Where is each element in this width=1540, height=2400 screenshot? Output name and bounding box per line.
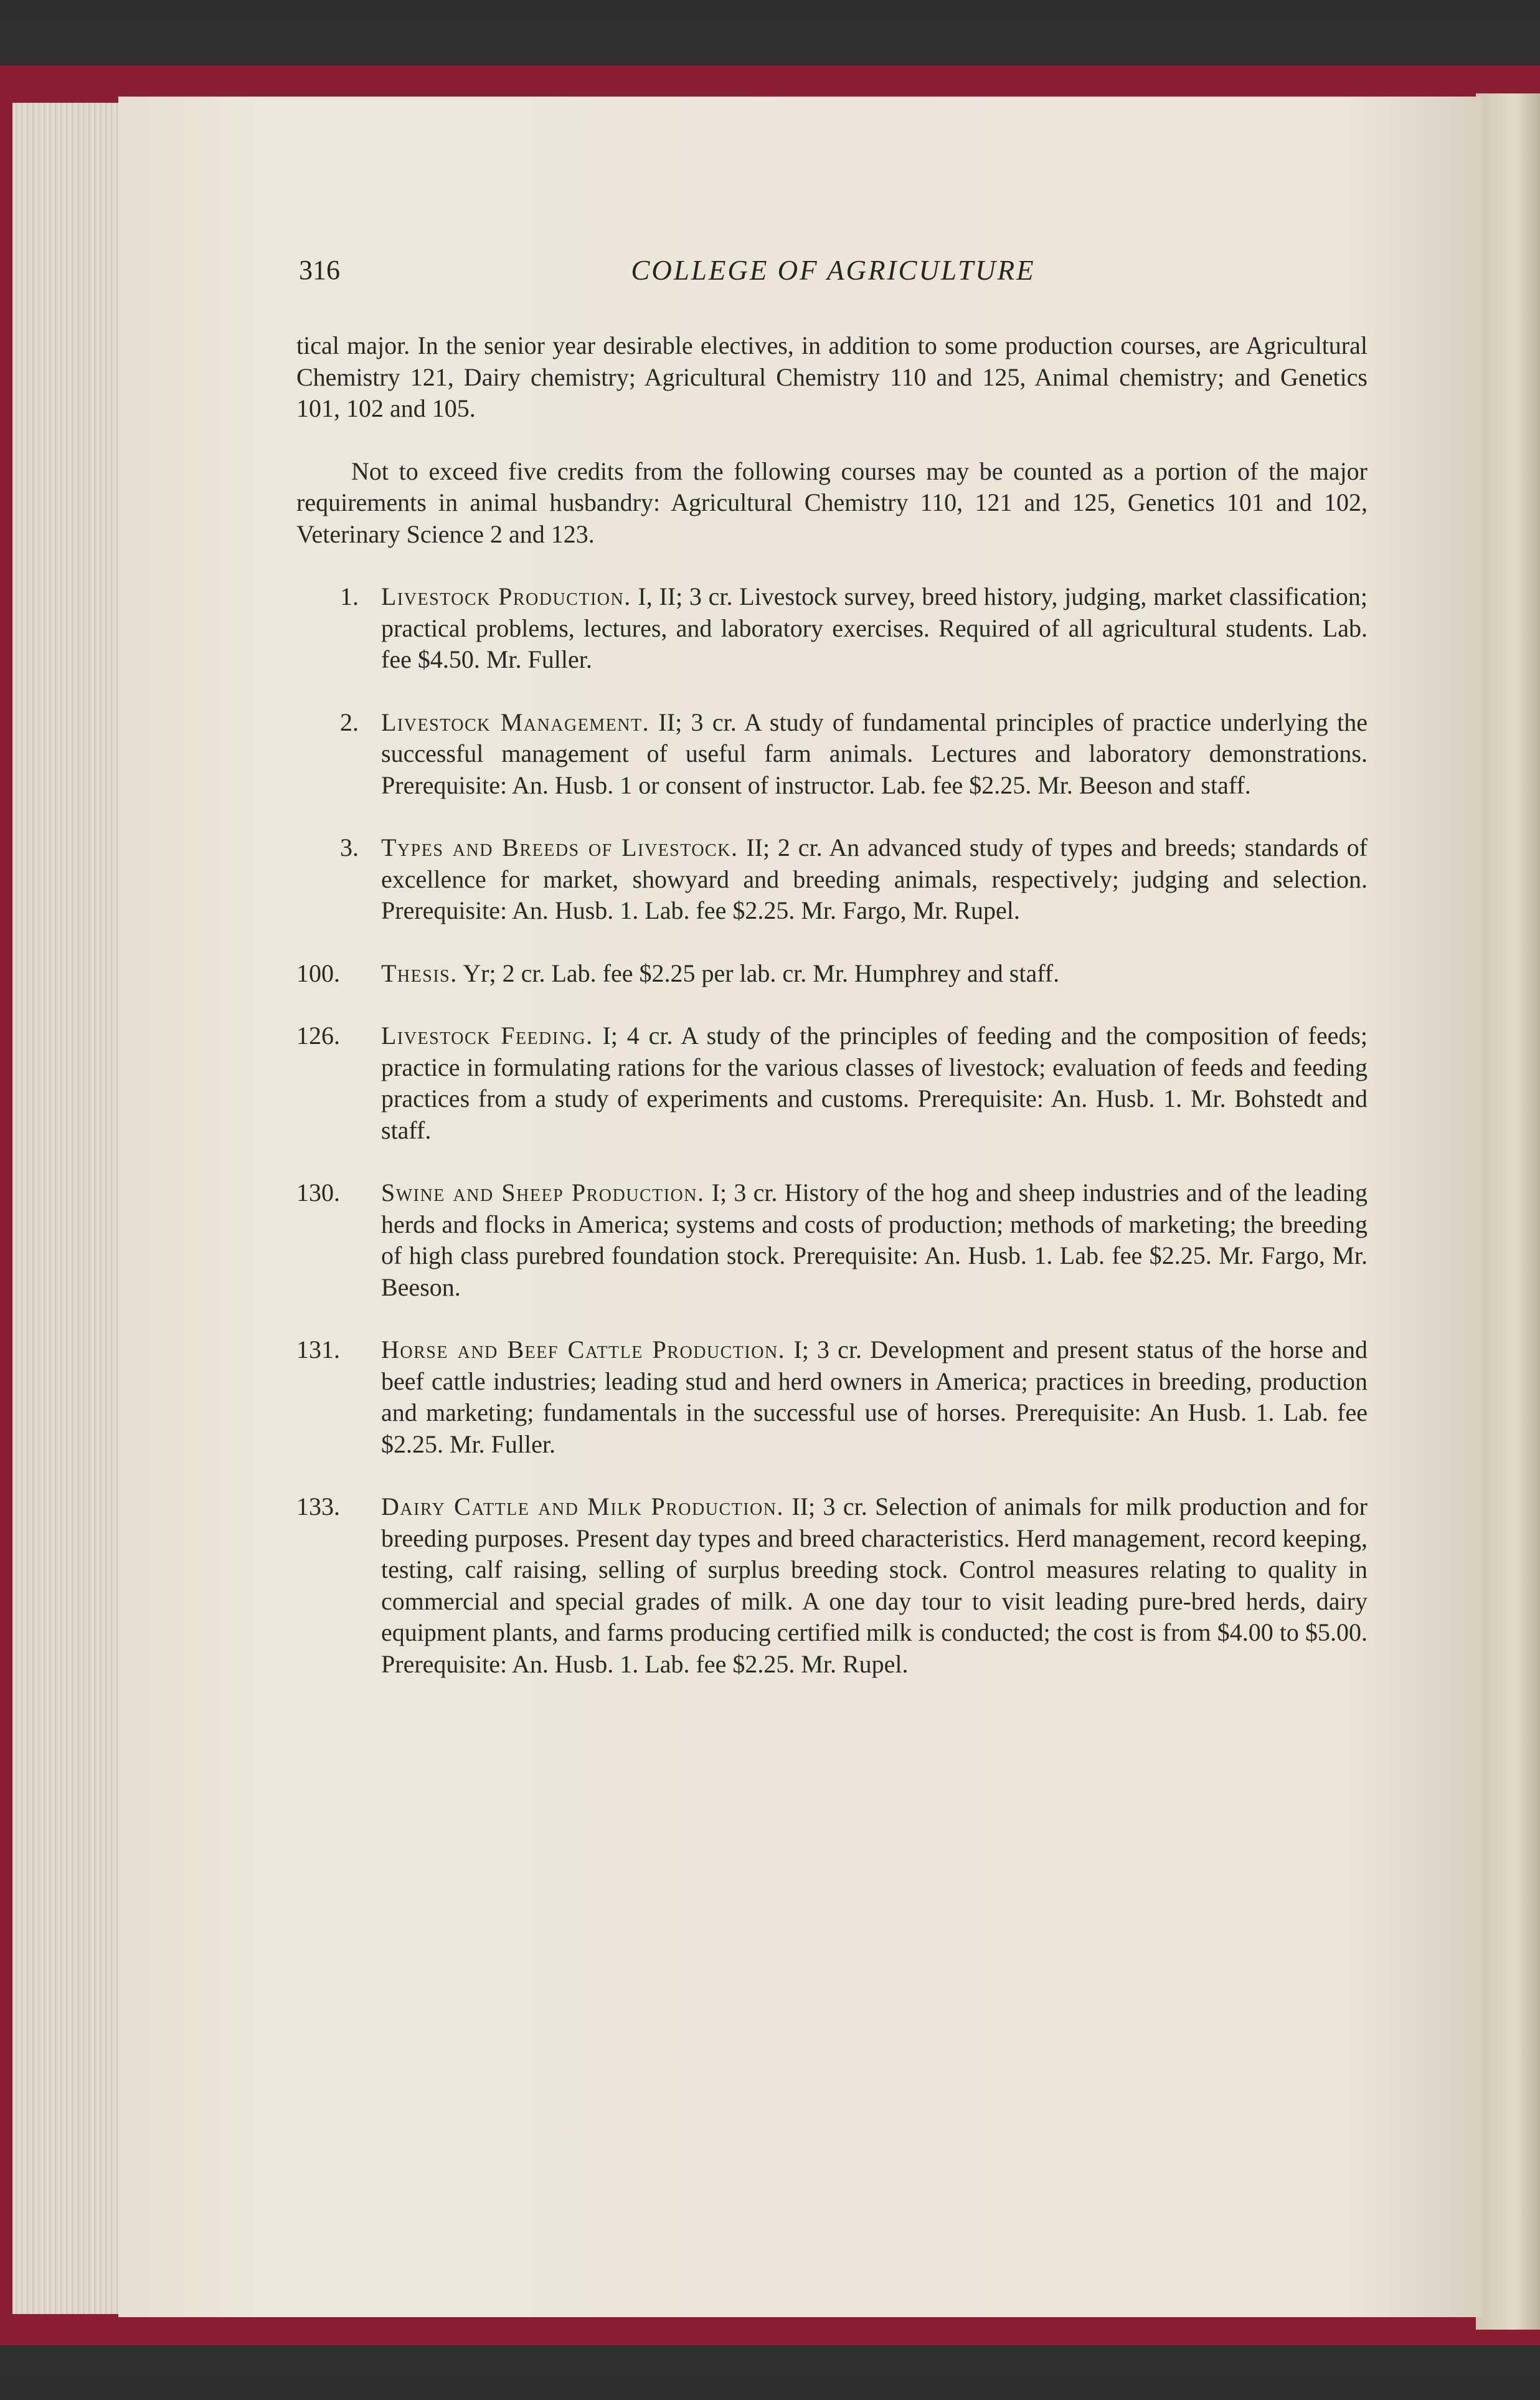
course-entry xyxy=(296,581,1368,676)
course-number: 100. xyxy=(296,959,340,987)
course-description: II; 3 cr. Selection of animals for milk production and for breeding purposes. Present day types and breed characteristics. Herd management, record keeping, testing, calf raising, selling of surplus breeding stock. Control measures relating to quality in commercial and special grades of milk. A one day tour to visit leading pure-bred herds, dairy equipment plants, and farms producing certified milk is conducted; the cost is from $4.00 to $5.00. Prerequisite: An. Husb. 1. Lab. fee $2.25. Mr. Rupel. xyxy=(381,1492,1368,1678)
course-title: Thesis. xyxy=(381,959,458,987)
course-number: 3. xyxy=(340,833,359,861)
course-number: 1. xyxy=(340,582,359,610)
page-edges xyxy=(12,103,125,2314)
course-number: 2. xyxy=(340,708,359,736)
course-entry xyxy=(296,1491,1368,1680)
course-description: II; 2 cr. An advanced study of types and breeds; standards of excellence for market, showyard and breeding animals, respectively; judging and selection. Prerequisite: An. Husb. 1. Lab. fee $2.25. Mr. Fargo, Mr. Rupel. xyxy=(381,833,1368,924)
course-title: Types and Breeds of Livestock. xyxy=(381,833,739,861)
course-number: 133. xyxy=(296,1492,340,1520)
course-description: I, II; 3 cr. Livestock survey, breed history, judging, market classification; practical problems, lectures, and laboratory exercises. Required of all agricultural students. Lab. fee $4.50. Mr. Fuller. xyxy=(381,582,1368,673)
course-title: Swine and Sheep Production. xyxy=(381,1179,705,1207)
course-number: 130. xyxy=(296,1179,340,1207)
course-description: I; 3 cr. History of the hog and sheep industries and of the leading herds and flocks in America; systems and costs of production; methods of marketing; the breeding of high class purebred foundation stock. Prerequisite: An. Husb. 1. Lab. fee $2.25. Mr. Fargo, Mr. Beeson. xyxy=(381,1179,1368,1301)
course-entry xyxy=(296,1177,1368,1303)
course-title: Horse and Beef Cattle Production. xyxy=(381,1335,786,1364)
facing-page-edge xyxy=(1476,93,1540,2330)
intro-paragraph-1: tical major. In the senior year desirable electives, in addition to some production courses, are Agricultural Chemistry 121, Dairy chemistry; Agricultural Chemistry 110 and 125, Animal chemistry; and Genetics 101, 102 and 105. xyxy=(296,331,1368,422)
course-entry xyxy=(296,1334,1368,1460)
course-number: 131. xyxy=(296,1335,340,1364)
running-title: COLLEGE OF AGRICULTURE xyxy=(631,255,1036,286)
course-title: Livestock Production. xyxy=(381,582,631,610)
course-title: Livestock Feeding. xyxy=(381,1022,593,1050)
intro-paragraph-2: Not to exceed five credits from the following courses may be counted as a portion of the major requirements in animal husbandry: Agricultural Chemistry 110, 121 and 125, Genetics 101 and 102, Veterinary Science 2 and 123. xyxy=(296,457,1368,548)
course-title: Dairy Cattle and Milk Production. xyxy=(381,1492,784,1520)
course-title: Livestock Management. xyxy=(381,708,650,736)
course-entry xyxy=(296,707,1368,802)
course-description: I; 3 cr. Development and present status of the horse and beef cattle industries; leading stud and herd owners in America; practices in breeding, production and marketing; fundamentals in the successful use of horses. Prerequisite: An Husb. 1. Lab. fee $2.25. Mr. Fuller. xyxy=(381,1335,1368,1458)
course-entry xyxy=(296,958,1368,990)
course-entry xyxy=(296,832,1368,927)
course-description: Yr; 2 cr. Lab. fee $2.25 per lab. cr. Mr. Humphrey and staff. xyxy=(457,959,1060,987)
page-body xyxy=(296,330,1368,1680)
course-description: I; 4 cr. A study of the principles of feeding and the composition of feeds; practice in formulating rations for the various classes of livestock; evaluation of feeds and feeding practices from a study of experiments and customs. Prerequisite: An. Husb. 1. Mr. Bohstedt and staff. xyxy=(381,1022,1368,1144)
page-header xyxy=(299,254,1368,292)
course-number: 126. xyxy=(296,1022,340,1050)
page-number: 316 xyxy=(299,255,340,285)
course-entry xyxy=(296,1020,1368,1146)
course-description: II; 3 cr. A study of fundamental principles of practice underlying the successful management of useful farm animals. Lectures and laboratory demonstrations. Prerequisite: An. Husb. 1 or consent of instructor. Lab. fee $2.25. Mr. Beeson and staff. xyxy=(381,708,1368,799)
